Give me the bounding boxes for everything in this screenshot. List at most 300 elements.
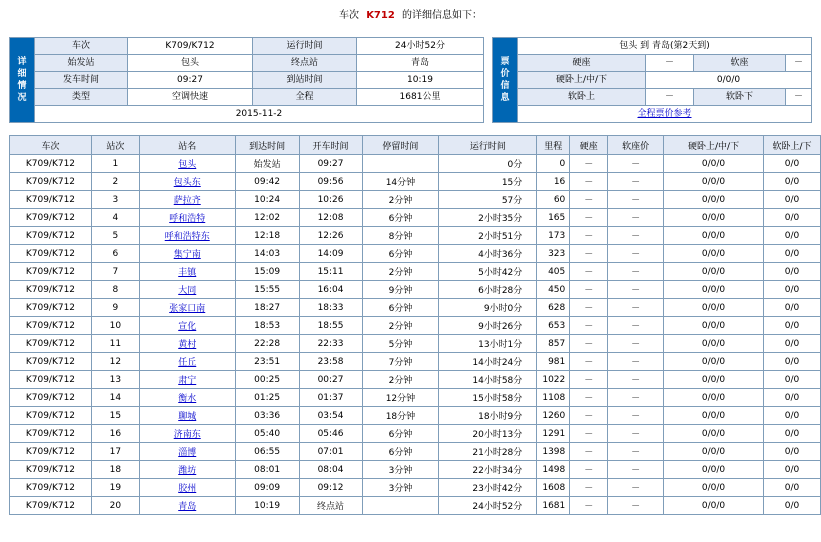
station-link[interactable]: 肃宁 xyxy=(178,376,197,386)
soft-sleeper-down-price: － xyxy=(786,89,812,106)
soft-seat-label: 软座 xyxy=(694,55,786,72)
title-suffix: 的详细信息如下： xyxy=(402,10,482,21)
cell-stop-no: 3 xyxy=(91,191,139,209)
cell-hard-seat: － xyxy=(570,209,608,227)
cell-train-no: K709/K712 xyxy=(10,173,92,191)
cell-arrive-time: 15:09 xyxy=(235,263,299,281)
col-run-time: 运行时间 xyxy=(439,136,537,155)
cell-soft-seat-price: － xyxy=(608,209,664,227)
cell-stop-duration: 5分钟 xyxy=(362,335,439,353)
cell-hard-sleeper: 0/0/0 xyxy=(664,443,764,461)
cell-train-no: K709/K712 xyxy=(10,281,92,299)
cell-arrive-time: 06:55 xyxy=(235,443,299,461)
station-link[interactable]: 大同 xyxy=(178,286,197,296)
cell-soft-sleeper: 0/0 xyxy=(763,281,820,299)
cell-station-name xyxy=(139,263,235,281)
cell-soft-sleeper: 0/0 xyxy=(763,443,820,461)
cell-stop-no: 7 xyxy=(91,263,139,281)
title-prefix: 车次 xyxy=(339,10,359,21)
cell-station-name xyxy=(139,497,235,515)
table-row xyxy=(10,407,821,425)
col-soft-seat-price: 软座价 xyxy=(608,136,664,155)
cell-distance: 1260 xyxy=(537,407,570,425)
distance-label: 全程 xyxy=(253,89,357,106)
station-link[interactable]: 丰镇 xyxy=(178,268,197,278)
cell-depart-time: 07:01 xyxy=(299,443,362,461)
soft-sleeper-down-label: 软卧下 xyxy=(694,89,786,106)
cell-stop-duration: 6分钟 xyxy=(362,209,439,227)
cell-stop-duration: 6分钟 xyxy=(362,425,439,443)
cell-hard-seat: － xyxy=(570,443,608,461)
cell-station-name xyxy=(139,335,235,353)
cell-hard-seat: － xyxy=(570,461,608,479)
cell-hard-seat: － xyxy=(570,407,608,425)
cell-run-time: 6小时28分 xyxy=(439,281,537,299)
station-link[interactable]: 青岛 xyxy=(178,502,197,512)
table-row xyxy=(10,479,821,497)
cell-distance: 653 xyxy=(537,317,570,335)
cell-hard-sleeper: 0/0/0 xyxy=(664,281,764,299)
cell-hard-sleeper: 0/0/0 xyxy=(664,317,764,335)
cell-hard-seat: － xyxy=(570,371,608,389)
table-row xyxy=(10,353,821,371)
cell-hard-sleeper: 0/0/0 xyxy=(664,353,764,371)
cell-hard-seat: － xyxy=(570,227,608,245)
table-row xyxy=(10,173,821,191)
hard-seat-price: － xyxy=(646,55,694,72)
depart-time-value: 09:27 xyxy=(128,72,253,89)
query-date: 2015-11-2 xyxy=(35,106,484,123)
cell-soft-seat-price: － xyxy=(608,443,664,461)
cell-stop-no: 12 xyxy=(91,353,139,371)
cell-station-name xyxy=(139,317,235,335)
table-row xyxy=(10,209,821,227)
hard-sleeper-label: 硬卧上/中/下 xyxy=(518,72,646,89)
cell-hard-seat: － xyxy=(570,335,608,353)
cell-train-no: K709/K712 xyxy=(10,407,92,425)
start-station-label: 始发站 xyxy=(35,55,128,72)
arrive-time-label: 到站时间 xyxy=(253,72,357,89)
cell-train-no: K709/K712 xyxy=(10,371,92,389)
cell-run-time: 23小时42分 xyxy=(439,479,537,497)
cell-soft-seat-price: － xyxy=(608,317,664,335)
cell-soft-sleeper: 0/0 xyxy=(763,461,820,479)
station-link[interactable]: 萨拉齐 xyxy=(173,196,201,206)
cell-arrive-time: 01:25 xyxy=(235,389,299,407)
col-station-name: 站名 xyxy=(139,136,235,155)
cell-distance: 1022 xyxy=(537,371,570,389)
station-link[interactable]: 胶州 xyxy=(178,484,197,494)
cell-hard-sleeper: 0/0/0 xyxy=(664,209,764,227)
cell-distance: 323 xyxy=(537,245,570,263)
station-link[interactable]: 任丘 xyxy=(178,358,197,368)
cell-distance: 1498 xyxy=(537,461,570,479)
cell-soft-seat-price: － xyxy=(608,479,664,497)
cell-stop-no: 17 xyxy=(91,443,139,461)
cell-train-no: K709/K712 xyxy=(10,389,92,407)
arrive-time-value: 10:19 xyxy=(357,72,484,89)
station-link[interactable]: 潍坊 xyxy=(178,466,197,476)
cell-soft-sleeper: 0/0 xyxy=(763,407,820,425)
cell-stop-no: 9 xyxy=(91,299,139,317)
col-stop-no: 站次 xyxy=(91,136,139,155)
cell-train-no: K709/K712 xyxy=(10,299,92,317)
cell-hard-sleeper: 0/0/0 xyxy=(664,479,764,497)
cell-train-no: K709/K712 xyxy=(10,317,92,335)
cell-stop-no: 10 xyxy=(91,317,139,335)
cell-arrive-time: 00:25 xyxy=(235,371,299,389)
price-route: 包头 到 青岛(第2天到) xyxy=(518,38,812,55)
cell-arrive-time: 14:03 xyxy=(235,245,299,263)
cell-train-no: K709/K712 xyxy=(10,425,92,443)
cell-hard-sleeper: 0/0/0 xyxy=(664,407,764,425)
cell-stop-duration: 6分钟 xyxy=(362,299,439,317)
cell-soft-seat-price: － xyxy=(608,371,664,389)
cell-distance: 16 xyxy=(537,173,570,191)
stops-table xyxy=(9,135,821,515)
cell-stop-duration xyxy=(362,155,439,173)
table-row xyxy=(10,335,821,353)
cell-train-no: K709/K712 xyxy=(10,461,92,479)
cell-stop-duration: 2分钟 xyxy=(362,371,439,389)
col-hard-sleeper: 硬卧上/中/下 xyxy=(664,136,764,155)
cell-stop-no: 19 xyxy=(91,479,139,497)
col-arrive-time: 到达时间 xyxy=(235,136,299,155)
cell-stop-no: 14 xyxy=(91,389,139,407)
cell-stop-duration xyxy=(362,497,439,515)
full-price-reference-link[interactable]: 全程票价参考 xyxy=(637,109,692,119)
cell-depart-time: 23:58 xyxy=(299,353,362,371)
cell-arrive-time: 09:42 xyxy=(235,173,299,191)
table-row xyxy=(10,317,821,335)
cell-hard-seat: － xyxy=(570,299,608,317)
cell-station-name xyxy=(139,407,235,425)
cell-hard-sleeper: 0/0/0 xyxy=(664,191,764,209)
cell-arrive-time: 10:24 xyxy=(235,191,299,209)
cell-soft-sleeper: 0/0 xyxy=(763,245,820,263)
table-row xyxy=(10,227,821,245)
table-row xyxy=(10,389,821,407)
cell-run-time: 2小时51分 xyxy=(439,227,537,245)
cell-depart-time: 14:09 xyxy=(299,245,362,263)
cell-hard-sleeper: 0/0/0 xyxy=(664,245,764,263)
cell-hard-seat: － xyxy=(570,281,608,299)
cell-hard-sleeper: 0/0/0 xyxy=(664,425,764,443)
station-link[interactable]: 宣化 xyxy=(178,322,197,332)
cell-depart-time: 12:26 xyxy=(299,227,362,245)
cell-distance: 1291 xyxy=(537,425,570,443)
cell-soft-seat-price: － xyxy=(608,335,664,353)
cell-station-name xyxy=(139,371,235,389)
title-train-number: K712 xyxy=(366,10,395,21)
ticket-price-table xyxy=(492,37,812,123)
cell-depart-time: 10:26 xyxy=(299,191,362,209)
type-value: 空调快速 xyxy=(128,89,253,106)
cell-stop-no: 4 xyxy=(91,209,139,227)
cell-depart-time: 00:27 xyxy=(299,371,362,389)
page-title xyxy=(0,9,821,23)
cell-run-time: 20小时13分 xyxy=(439,425,537,443)
cell-stop-duration: 3分钟 xyxy=(362,479,439,497)
cell-train-no: K709/K712 xyxy=(10,209,92,227)
cell-station-name xyxy=(139,227,235,245)
station-link[interactable]: 包头东 xyxy=(173,178,201,188)
cell-distance: 1398 xyxy=(537,443,570,461)
cell-soft-sleeper: 0/0 xyxy=(763,353,820,371)
cell-soft-seat-price: － xyxy=(608,263,664,281)
station-link[interactable]: 集宁南 xyxy=(173,250,201,260)
cell-distance: 450 xyxy=(537,281,570,299)
col-train-no: 车次 xyxy=(10,136,92,155)
cell-train-no: K709/K712 xyxy=(10,497,92,515)
cell-hard-sleeper: 0/0/0 xyxy=(664,389,764,407)
table-row xyxy=(10,299,821,317)
col-depart-time: 开车时间 xyxy=(299,136,362,155)
cell-hard-sleeper: 0/0/0 xyxy=(664,155,764,173)
cell-soft-sleeper: 0/0 xyxy=(763,335,820,353)
cell-station-name xyxy=(139,479,235,497)
cell-soft-sleeper: 0/0 xyxy=(763,299,820,317)
cell-distance: 0 xyxy=(537,155,570,173)
cell-stop-no: 1 xyxy=(91,155,139,173)
cell-train-no: K709/K712 xyxy=(10,155,92,173)
soft-seat-price: － xyxy=(786,55,812,72)
cell-arrive-time: 18:53 xyxy=(235,317,299,335)
station-link[interactable]: 淄博 xyxy=(178,448,197,458)
cell-soft-sleeper: 0/0 xyxy=(763,155,820,173)
cell-stop-no: 6 xyxy=(91,245,139,263)
cell-soft-seat-price: － xyxy=(608,497,664,515)
cell-distance: 405 xyxy=(537,263,570,281)
cell-station-name xyxy=(139,245,235,263)
cell-station-name xyxy=(139,173,235,191)
station-link[interactable]: 济南东 xyxy=(173,430,201,440)
station-link[interactable]: 呼和浩特 xyxy=(169,214,206,224)
type-label: 类型 xyxy=(35,89,128,106)
cell-station-name xyxy=(139,353,235,371)
cell-hard-seat: － xyxy=(570,389,608,407)
cell-distance: 1108 xyxy=(537,389,570,407)
station-link[interactable]: 黄村 xyxy=(178,340,197,350)
table-row xyxy=(10,425,821,443)
cell-stop-duration: 14分钟 xyxy=(362,173,439,191)
stops-header-row xyxy=(10,136,821,155)
cell-hard-seat: － xyxy=(570,317,608,335)
train-no-value: K709/K712 xyxy=(128,38,253,55)
cell-hard-seat: － xyxy=(570,155,608,173)
station-link[interactable]: 呼和浩特东 xyxy=(164,232,210,242)
cell-depart-time: 15:11 xyxy=(299,263,362,281)
station-link[interactable]: 聊城 xyxy=(178,412,197,422)
cell-stop-duration: 6分钟 xyxy=(362,443,439,461)
cell-depart-time: 18:55 xyxy=(299,317,362,335)
cell-hard-sleeper: 0/0/0 xyxy=(664,227,764,245)
cell-run-time: 4小时36分 xyxy=(439,245,537,263)
cell-stop-duration: 9分钟 xyxy=(362,281,439,299)
cell-soft-sleeper: 0/0 xyxy=(763,227,820,245)
cell-run-time: 13小时1分 xyxy=(439,335,537,353)
cell-soft-sleeper: 0/0 xyxy=(763,479,820,497)
cell-soft-seat-price: － xyxy=(608,245,664,263)
cell-soft-seat-price: － xyxy=(608,461,664,479)
cell-soft-sleeper: 0/0 xyxy=(763,497,820,515)
cell-station-name xyxy=(139,425,235,443)
cell-stop-duration: 8分钟 xyxy=(362,227,439,245)
cell-hard-seat: － xyxy=(570,497,608,515)
cell-distance: 981 xyxy=(537,353,570,371)
station-link[interactable]: 衡水 xyxy=(178,394,197,404)
cell-stop-no: 11 xyxy=(91,335,139,353)
cell-run-time: 14小时58分 xyxy=(439,371,537,389)
run-time-value: 24小时52分 xyxy=(357,38,484,55)
cell-train-no: K709/K712 xyxy=(10,245,92,263)
table-row xyxy=(10,281,821,299)
col-distance: 里程 xyxy=(537,136,570,155)
cell-train-no: K709/K712 xyxy=(10,479,92,497)
table-row xyxy=(10,443,821,461)
cell-hard-seat: － xyxy=(570,191,608,209)
cell-train-no: K709/K712 xyxy=(10,335,92,353)
cell-soft-sleeper: 0/0 xyxy=(763,263,820,281)
cell-soft-seat-price: － xyxy=(608,155,664,173)
cell-depart-time: 03:54 xyxy=(299,407,362,425)
cell-station-name xyxy=(139,191,235,209)
hard-sleeper-price: 0/0/0 xyxy=(646,72,812,89)
cell-soft-sleeper: 0/0 xyxy=(763,317,820,335)
end-station-label: 终点站 xyxy=(253,55,357,72)
cell-arrive-time: 18:27 xyxy=(235,299,299,317)
table-row xyxy=(10,497,821,515)
cell-stop-no: 20 xyxy=(91,497,139,515)
train-no-label: 车次 xyxy=(35,38,128,55)
cell-depart-time: 16:04 xyxy=(299,281,362,299)
cell-soft-sleeper: 0/0 xyxy=(763,173,820,191)
cell-run-time: 5小时42分 xyxy=(439,263,537,281)
cell-station-name xyxy=(139,299,235,317)
cell-stop-no: 15 xyxy=(91,407,139,425)
cell-station-name xyxy=(139,443,235,461)
cell-arrive-time: 22:28 xyxy=(235,335,299,353)
cell-depart-time: 22:33 xyxy=(299,335,362,353)
cell-distance: 60 xyxy=(537,191,570,209)
station-link[interactable]: 张家口南 xyxy=(169,304,206,314)
cell-soft-seat-price: － xyxy=(608,389,664,407)
cell-run-time: 14小时24分 xyxy=(439,353,537,371)
cell-depart-time: 09:27 xyxy=(299,155,362,173)
cell-stop-duration: 12分钟 xyxy=(362,389,439,407)
cell-hard-sleeper: 0/0/0 xyxy=(664,497,764,515)
cell-soft-seat-price: － xyxy=(608,173,664,191)
table-row xyxy=(10,155,821,173)
col-hard-seat: 硬座 xyxy=(570,136,608,155)
cell-run-time: 9小时26分 xyxy=(439,317,537,335)
cell-station-name xyxy=(139,461,235,479)
table-row xyxy=(10,371,821,389)
cell-stop-duration: 2分钟 xyxy=(362,191,439,209)
distance-value: 1681公里 xyxy=(357,89,484,106)
cell-run-time: 24小时52分 xyxy=(439,497,537,515)
cell-hard-seat: － xyxy=(570,479,608,497)
hard-seat-label: 硬座 xyxy=(518,55,646,72)
cell-distance: 1681 xyxy=(537,497,570,515)
cell-hard-seat: － xyxy=(570,173,608,191)
cell-distance: 165 xyxy=(537,209,570,227)
cell-depart-time: 08:04 xyxy=(299,461,362,479)
cell-station-name xyxy=(139,389,235,407)
cell-train-no: K709/K712 xyxy=(10,191,92,209)
cell-stop-duration: 18分钟 xyxy=(362,407,439,425)
cell-soft-sleeper: 0/0 xyxy=(763,371,820,389)
cell-station-name xyxy=(139,281,235,299)
cell-station-name xyxy=(139,155,235,173)
cell-soft-seat-price: － xyxy=(608,425,664,443)
cell-run-time: 2小时35分 xyxy=(439,209,537,227)
cell-hard-sleeper: 0/0/0 xyxy=(664,299,764,317)
cell-soft-sleeper: 0/0 xyxy=(763,425,820,443)
cell-arrive-time: 15:55 xyxy=(235,281,299,299)
cell-depart-time: 09:12 xyxy=(299,479,362,497)
cell-soft-sleeper: 0/0 xyxy=(763,209,820,227)
cell-distance: 857 xyxy=(537,335,570,353)
cell-run-time: 15分 xyxy=(439,173,537,191)
cell-soft-seat-price: － xyxy=(608,353,664,371)
cell-soft-sleeper: 0/0 xyxy=(763,191,820,209)
cell-hard-seat: － xyxy=(570,245,608,263)
cell-depart-time: 18:33 xyxy=(299,299,362,317)
table-row xyxy=(10,461,821,479)
cell-hard-seat: － xyxy=(570,263,608,281)
cell-depart-time: 09:56 xyxy=(299,173,362,191)
cell-train-no: K709/K712 xyxy=(10,353,92,371)
cell-soft-seat-price: － xyxy=(608,227,664,245)
cell-hard-sleeper: 0/0/0 xyxy=(664,335,764,353)
cell-stop-no: 8 xyxy=(91,281,139,299)
cell-stop-duration: 7分钟 xyxy=(362,353,439,371)
train-detail-table xyxy=(9,37,484,123)
cell-hard-seat: － xyxy=(570,353,608,371)
cell-soft-seat-price: － xyxy=(608,407,664,425)
cell-depart-time: 05:46 xyxy=(299,425,362,443)
end-station-value: 青岛 xyxy=(357,55,484,72)
cell-stop-duration: 6分钟 xyxy=(362,245,439,263)
cell-stop-no: 2 xyxy=(91,173,139,191)
cell-distance: 1608 xyxy=(537,479,570,497)
cell-stop-no: 16 xyxy=(91,425,139,443)
table-row xyxy=(10,191,821,209)
cell-stop-no: 13 xyxy=(91,371,139,389)
col-stop-duration: 停留时间 xyxy=(362,136,439,155)
cell-arrive-time: 05:40 xyxy=(235,425,299,443)
cell-depart-time: 01:37 xyxy=(299,389,362,407)
price-side-header: 票 价 信 息 xyxy=(493,38,518,123)
cell-soft-seat-price: － xyxy=(608,191,664,209)
cell-train-no: K709/K712 xyxy=(10,227,92,245)
cell-distance: 628 xyxy=(537,299,570,317)
cell-soft-seat-price: － xyxy=(608,299,664,317)
cell-train-no: K709/K712 xyxy=(10,263,92,281)
cell-run-time: 18小时9分 xyxy=(439,407,537,425)
cell-arrive-time: 始发站 xyxy=(235,155,299,173)
cell-arrive-time: 10:19 xyxy=(235,497,299,515)
cell-stop-no: 18 xyxy=(91,461,139,479)
station-link[interactable]: 包头 xyxy=(178,160,197,170)
cell-run-time: 9小时0分 xyxy=(439,299,537,317)
cell-run-time: 0分 xyxy=(439,155,537,173)
cell-depart-time: 12:08 xyxy=(299,209,362,227)
cell-depart-time: 终点站 xyxy=(299,497,362,515)
cell-arrive-time: 12:18 xyxy=(235,227,299,245)
cell-run-time: 57分 xyxy=(439,191,537,209)
